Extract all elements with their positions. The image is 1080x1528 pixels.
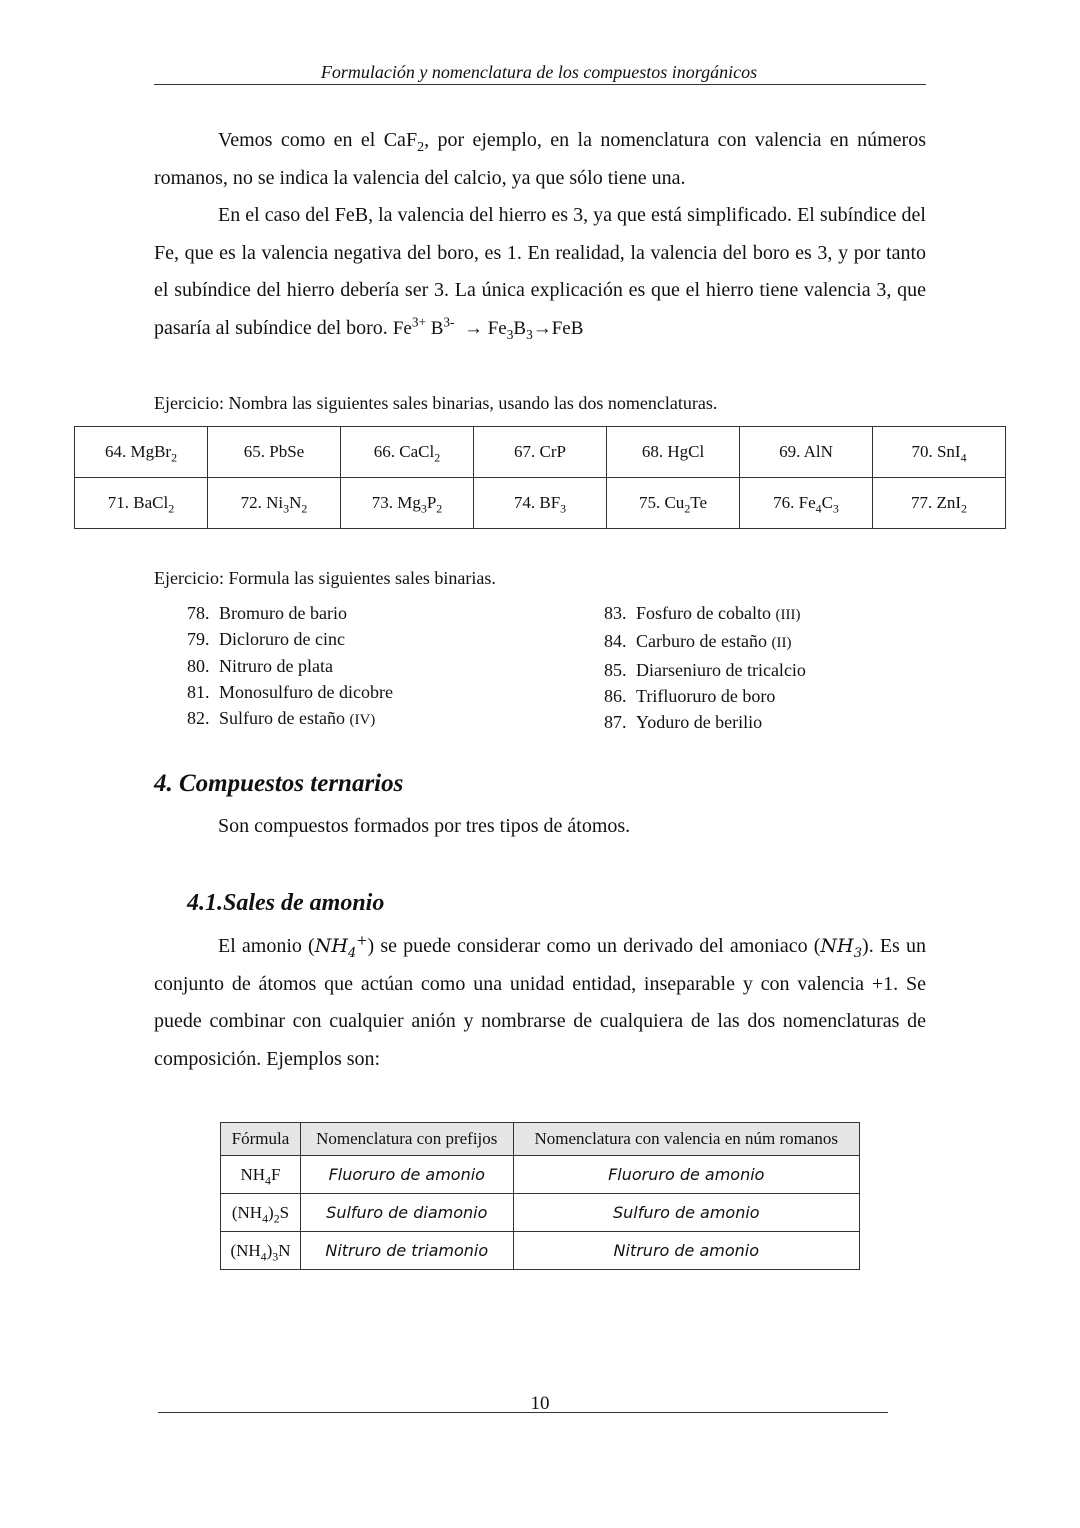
list-item: 83. Fosfuro de cobalto (III) [604,603,801,623]
table-cell: 70. SnI$_4$ [873,427,1006,478]
binary-salts-table [74,426,1006,529]
equation-feb: $Fe^{3+}$ $B^{3-} \to Fe_3B_3\to FeB$ [392,314,584,342]
paragraph-caf2: Vemos como en el CaF$_2$, por ejemplo, en la nomenclatura con valencia en números romanos, no se indica la valencia del calcio, ya que sólo tiene una. [154,129,926,189]
list-item: 82. Sulfuro de estaño (IV) [187,708,376,729]
page-number: 10 [530,1393,550,1414]
roman-name-cell: Sulfuro de amonio [513,1194,859,1232]
list-item: 79. Dicloruro de cinc [187,629,345,650]
formula-list-right [604,600,806,735]
roman-name-cell: Nitruro de amonio [513,1232,859,1270]
list-item: 80. Nitruro de plata [187,655,333,676]
table-row [75,478,1006,529]
ammonium-ion-formula: $NH_4^+$ [314,933,368,961]
prefix-name-cell: Sulfuro de diamonio [300,1194,513,1232]
list-item: 78. Bromuro de bario [187,603,347,623]
col-header-roman: Nomenclatura con valencia en núm romanos [513,1123,859,1156]
roman-name-cell: Fluoruro de amonio [513,1156,859,1194]
table-cell: 67. CrP [474,427,607,478]
list-item: 87. Yoduro de berilio [604,712,763,733]
formula-list-left [187,600,393,733]
table-cell: 66. CaCl$_2$ [341,427,474,478]
table-cell: 74. $BF_3$ [474,478,607,529]
prefix-name-cell: Fluoruro de amonio [300,1156,513,1194]
table-cell: 73. $Mg_3P_2$ [341,478,474,529]
list-item: 85. Diarseniuro de tricalcio [604,659,806,680]
exercise-formula-label: Ejercicio: Formula las siguientes sales binarias. [154,568,496,588]
formula-cell: $(NH_4)_2S$ [221,1194,301,1232]
table-cell: 65. PbSe [208,427,341,478]
table-cell: 77. ZnI$_2$ [873,478,1006,529]
table-cell: 68. HgCl [607,427,740,478]
list-item: 84. Carburo de estaño (II) [604,631,792,652]
prefix-name-cell: Nitruro de triamonio [300,1232,513,1270]
subsection-heading-ammonium: 4.1.Sales de amonio [187,890,385,916]
formula-cell: $(NH_4)_3N$ [221,1232,301,1270]
paragraph-feb: En el caso del FeB, la valencia del hierro es 3, ya que está simplificado. El subíndice del Fe, que es la valencia negativa del boro, es 1. En realidad, la valencia del boro es 3, y por tanto el subíndice del hierro debería ser 3. La única explicación es que el hierro tiene valencia 3, que pasaría al subíndice del boro. $Fe^{3+}$ $B^{3-} \to Fe_3B_3\to FeB$ [154,204,926,342]
table-row [221,1232,860,1270]
section-ternary-text: Son compuestos formados por tres tipos de átomos. [218,815,631,837]
table-cell: 72. $Ni_3N_2$ [208,478,341,529]
table-cell: 64. MgBr$_2$ [75,427,208,478]
table-cell: 76. $Fe_4C_3$ [740,478,873,529]
table-cell: 75. $Cu_2Te$ [607,478,740,529]
header-divider [154,84,926,85]
table-row [221,1194,860,1232]
running-header: Formulación y nomenclatura de los compuestos inorgánicos [320,62,758,82]
table-cell: 71. BaCl$_2$ [75,478,208,529]
formula-cell: $NH_4F$ [221,1156,301,1194]
section-heading-ternary: 4. Compuestos ternarios [154,770,404,797]
col-header-prefix: Nomenclatura con prefijos [300,1123,513,1156]
ammonia-formula: $NH_3$ [820,935,863,961]
table-row [75,427,1006,478]
paragraph-ammonium: El amonio $(NH_4^+)$ se puede considerar como un derivado del amoniaco $(NH_3)$. Es un conjunto de átomos que actúan como una unidad entidad, inseparable y con valencia +1. Se puede combinar con cualquier anión y nombrarse de cualquiera de las dos nomenclaturas de composición. Ejemplos son: [154,933,926,1070]
list-item: 86. Trifluoruro de boro [604,685,776,706]
ammonium-salts-table [220,1122,860,1270]
col-header-formula: Fórmula [221,1123,301,1156]
list-item: 81. Monosulfuro de dicobre [187,681,393,702]
footer-divider [158,1412,888,1413]
table-row [221,1156,860,1194]
table-cell: 69. AlN [740,427,873,478]
exercise-name-label: Ejercicio: Nombra las siguientes sales binarias, usando las dos nomenclaturas. [154,393,718,413]
